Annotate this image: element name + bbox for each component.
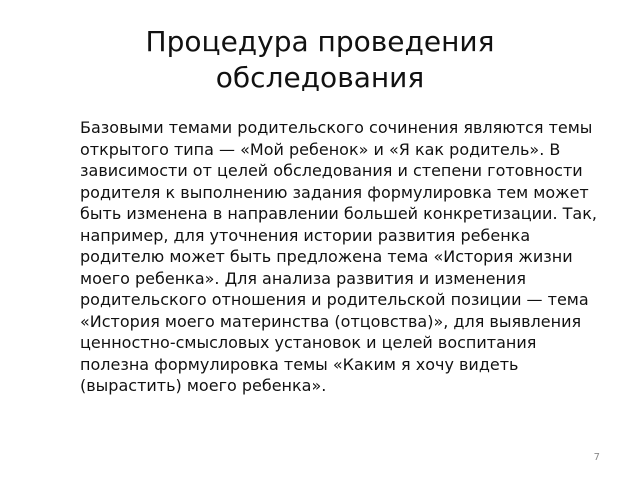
slide-title: Процедура проведения обследования [145, 25, 495, 94]
slide-number: 7 [593, 452, 600, 463]
slide-body-text: Базовыми темами родительского сочинения являются темы открытого типа — «Мой ребенок» и «Я как родитель». В зависимости от целей обследования и степени готовности родителя к выполнению задания формулировка тем может быть изменена в направлении большей конкретизации. Так, например, для уточнения истории развития ребенка родителю может быть предложена тема «История жизни моего ребенка». Для анализа развития и изменения родительского отношения и родительской позиции — тема «История моего материнства (отцовства)», для выявления ценностно-смысловых установок и целей воспитания полезна формулировка темы «Каким я хочу видеть (вырастить) моего ребенка». [80, 118, 597, 395]
